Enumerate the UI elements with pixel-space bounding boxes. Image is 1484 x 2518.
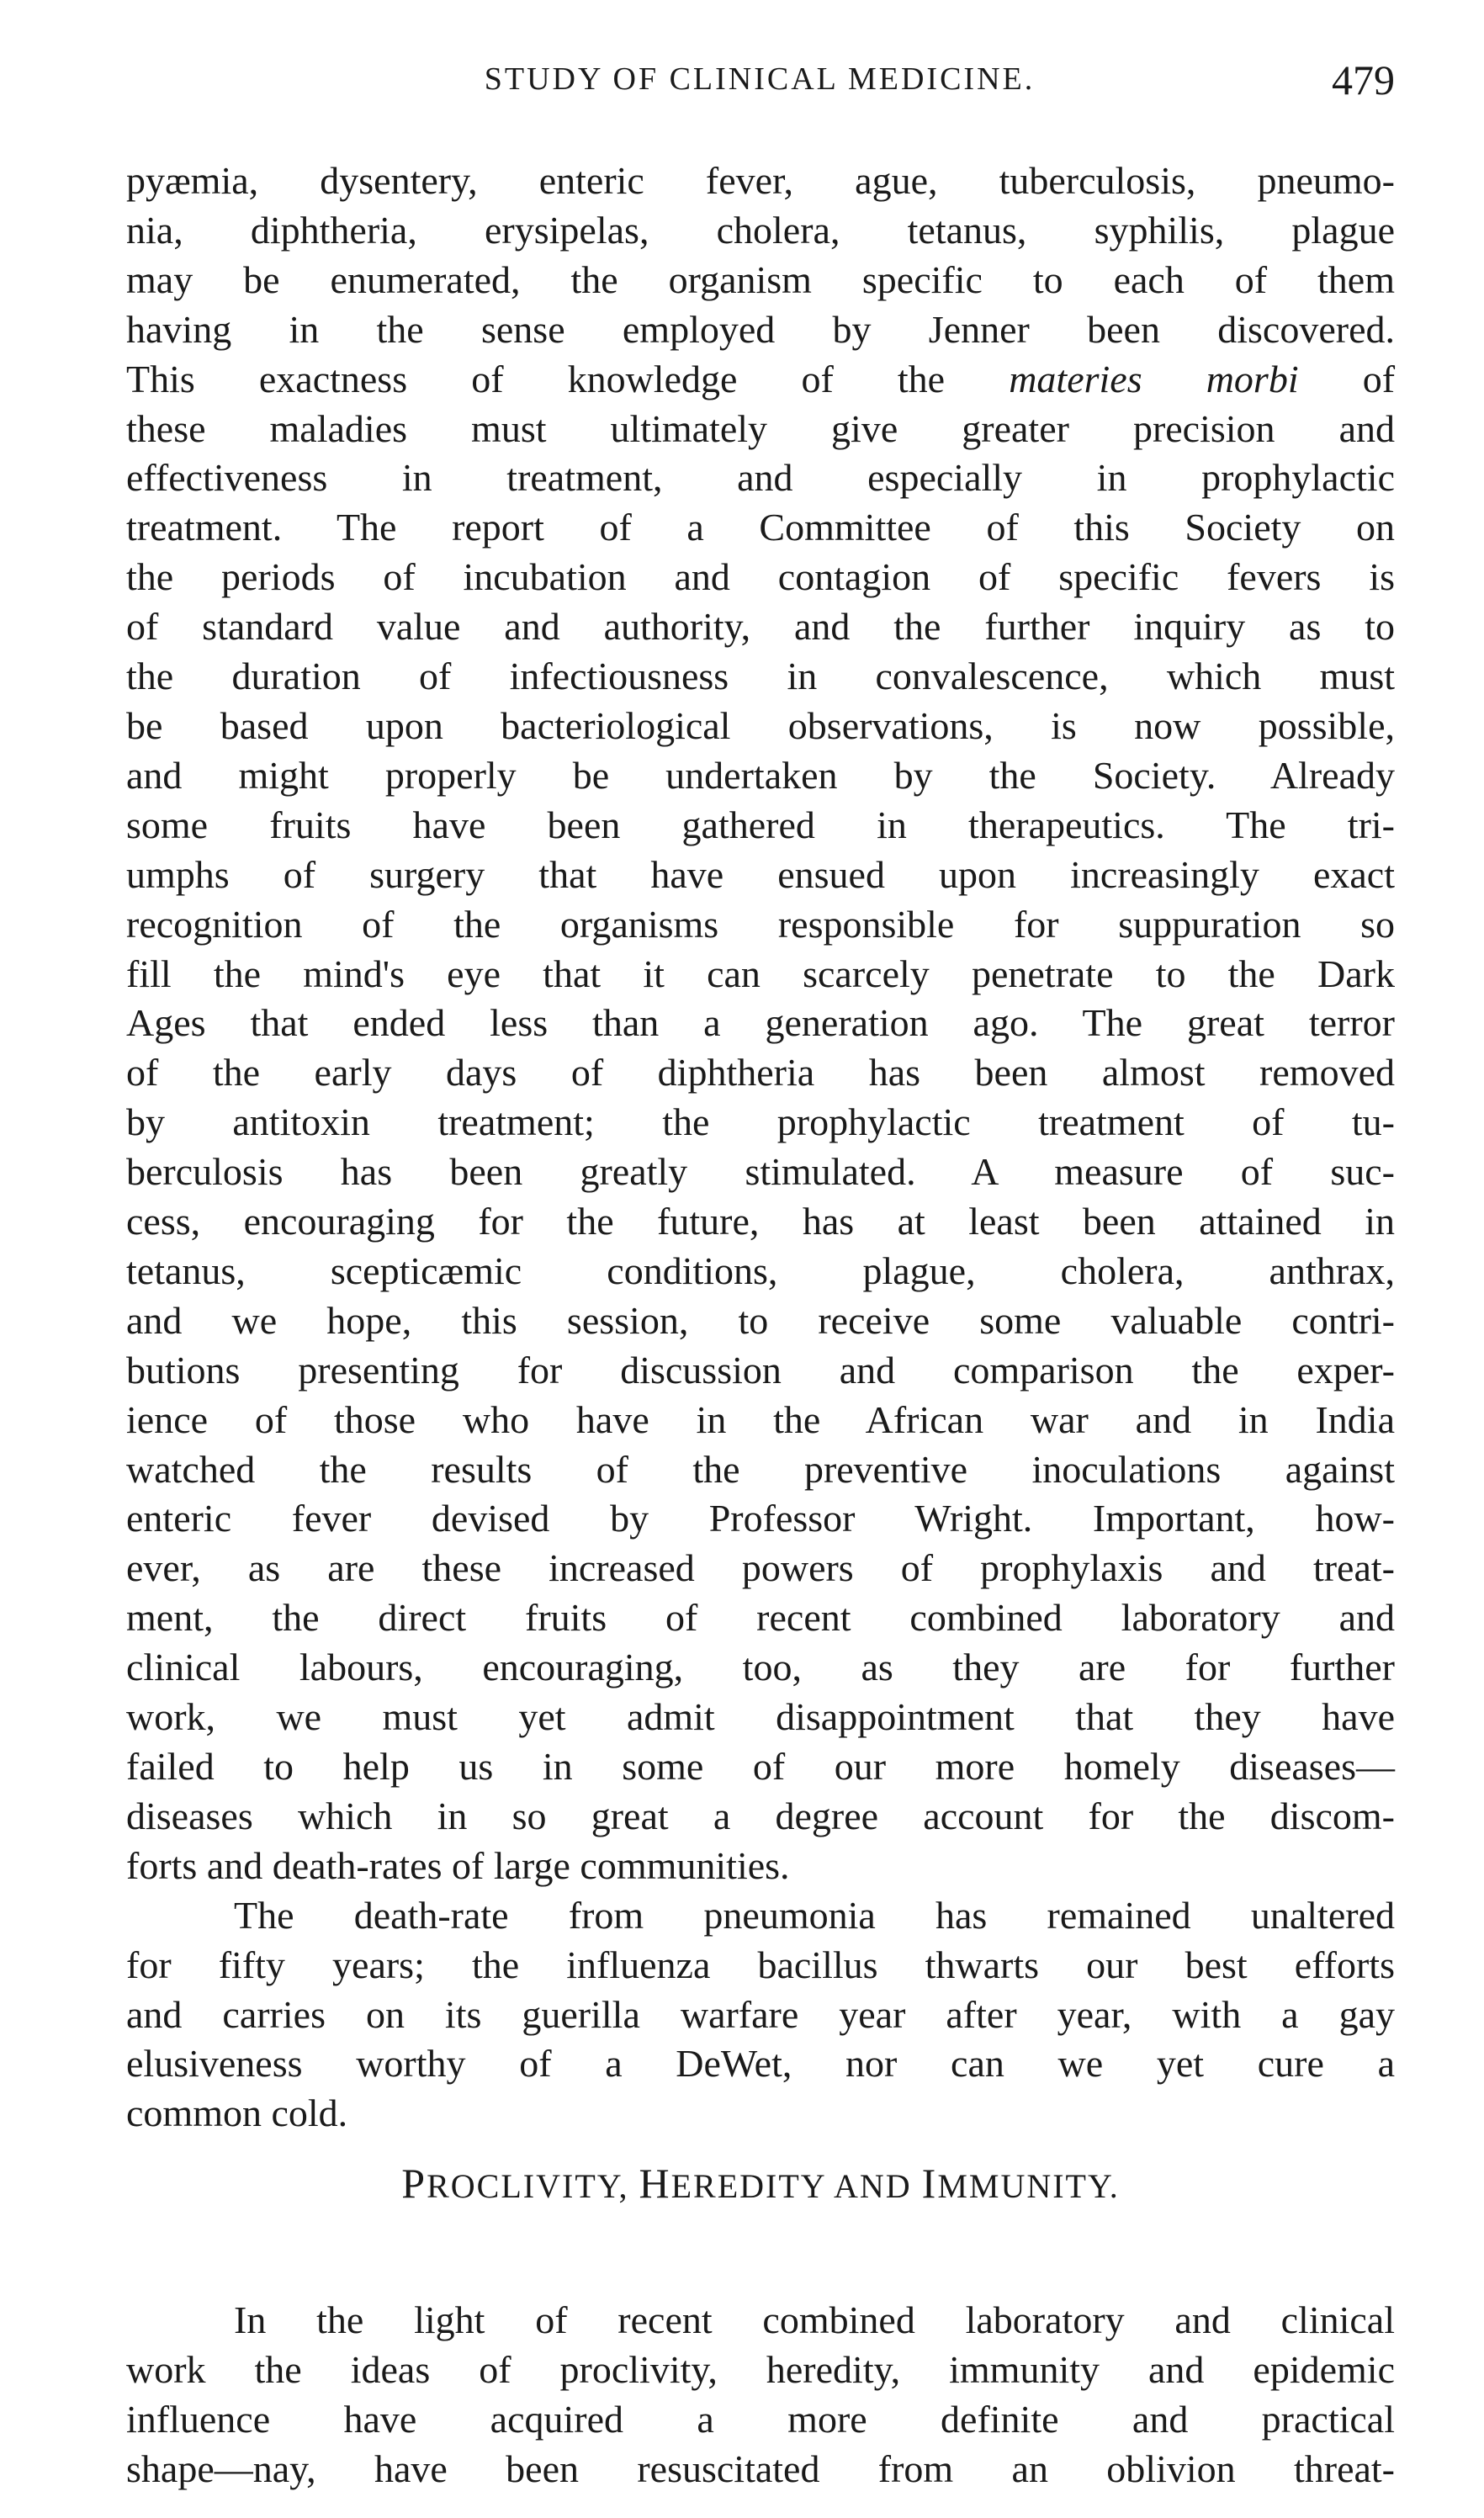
body-text-continued	[126, 2296, 1395, 2494]
text-line: be based upon bacteriological observations, is now possible,	[126, 703, 1395, 747]
text-line: effectiveness in treatment, and especially in prophylactic	[126, 456, 1395, 500]
text-line: watched the results of the preventive inoculations against	[126, 1447, 1395, 1491]
text-line: and might properly be undertaken by the Society. Already	[126, 753, 1395, 797]
text-line: tetanus, scepticæmic conditions, plague, cholera, anthrax,	[126, 1248, 1395, 1292]
text-line: ience of those who have in the African war and in India	[126, 1397, 1395, 1441]
text-line: and carries on its guerilla warfare year after year, with a gay	[126, 1992, 1395, 2036]
text-line: failed to help us in some of our more homely diseases—	[126, 1745, 1395, 1788]
text-line: these maladies must ultimately give greater precision and	[126, 406, 1395, 450]
text-line: having in the sense employed by Jenner been discovered.	[126, 307, 1395, 351]
text-line: Ages that ended less than a generation ago. The great terror	[126, 1001, 1395, 1045]
text-line: work, we must yet admit disappointment that they have	[126, 1695, 1395, 1739]
text-line: butions presenting for discussion and comparison the exper-	[126, 1348, 1395, 1392]
text-line: the duration of infectiousness in convalescence, which must	[126, 655, 1395, 698]
text-line: of the early days of diphtheria has been almost removed	[126, 1051, 1395, 1095]
body-text	[126, 156, 1395, 2139]
text-line: common cold.	[126, 2091, 348, 2135]
text-segment: of	[1362, 357, 1396, 400]
text-line: enteric fever devised by Professor Wright. Important, how-	[126, 1497, 1395, 1540]
text-line: the periods of incubation and contagion of specific fevers is	[126, 555, 1395, 599]
text-line: diseases which in so great a degree account for the discom-	[126, 1794, 1395, 1837]
text-line: by antitoxin treatment; the prophylactic treatment of tu-	[126, 1100, 1395, 1144]
text-line: ment, the direct fruits of recent combined laboratory and	[126, 1596, 1395, 1640]
text-line: for fifty years; the influenza bacillus thwarts our best efforts	[126, 1943, 1395, 1986]
text-line: recognition of the organisms responsible for suppuration so	[126, 902, 1395, 946]
text-line: ever, as are these increased powers of prophylaxis and treat-	[126, 1546, 1395, 1590]
text-line: nia, diphtheria, erysipelas, cholera, tetanus, syphilis, plague	[126, 208, 1395, 252]
text-line: treatment. The report of a Committee of this Society on	[126, 506, 1395, 549]
text-line: and we hope, this session, to receive some valuable contri-	[126, 1298, 1395, 1342]
text-line: elusiveness worthy of a DeWet, nor can we yet cure a	[126, 2042, 1395, 2086]
section-heading: PROCLIVITY, HEREDITY AND IMMUNITY.	[401, 2160, 1120, 2207]
page-number: 479	[1332, 56, 1395, 103]
running-head	[125, 56, 1395, 114]
text-segment: This exactness of knowledge of the	[126, 357, 946, 400]
text-line: work the ideas of proclivity, heredity, immunity and epidemic	[126, 2347, 1395, 2391]
text-line: may be enumerated, the organism specific to each of them	[126, 257, 1395, 301]
running-title: STUDY OF CLINICAL MEDICINE.	[484, 61, 1036, 97]
text-line: some fruits have been gathered in therapeutics. The tri-	[126, 803, 1395, 846]
text-line: umphs of surgery that have ensued upon increasingly exact	[126, 852, 1395, 896]
text-line: influence have acquired a more definite and practical	[126, 2397, 1395, 2441]
text-line: cess, encouraging for the future, has at least been attained in	[126, 1200, 1395, 1243]
text-line: pyæmia, dysentery, enteric fever, ague, tuberculosis, pneumo-	[126, 159, 1395, 202]
text-line: clinical labours, encouraging, too, as they are for further	[126, 1646, 1395, 1689]
text-line: of standard value and authority, and the further inquiry as to	[126, 605, 1395, 649]
italic-phrase: materies morbi	[1009, 357, 1299, 400]
paragraph-first-line: The death-rate from pneumonia has remained unaltered	[234, 1893, 1395, 1937]
text-line: forts and death-rates of large communities.	[126, 1843, 790, 1887]
text-line: shape—nay, have been resuscitated from an oblivion threat-	[126, 2446, 1395, 2490]
text-line-with-italic	[126, 355, 1395, 405]
text-line: fill the mind's eye that it can scarcely penetrate to the Dark	[126, 952, 1395, 995]
text-line: berculosis has been greatly stimulated. A measure of suc-	[126, 1150, 1395, 1194]
paragraph-first-line: In the light of recent combined laboratory and clinical	[234, 2298, 1395, 2341]
